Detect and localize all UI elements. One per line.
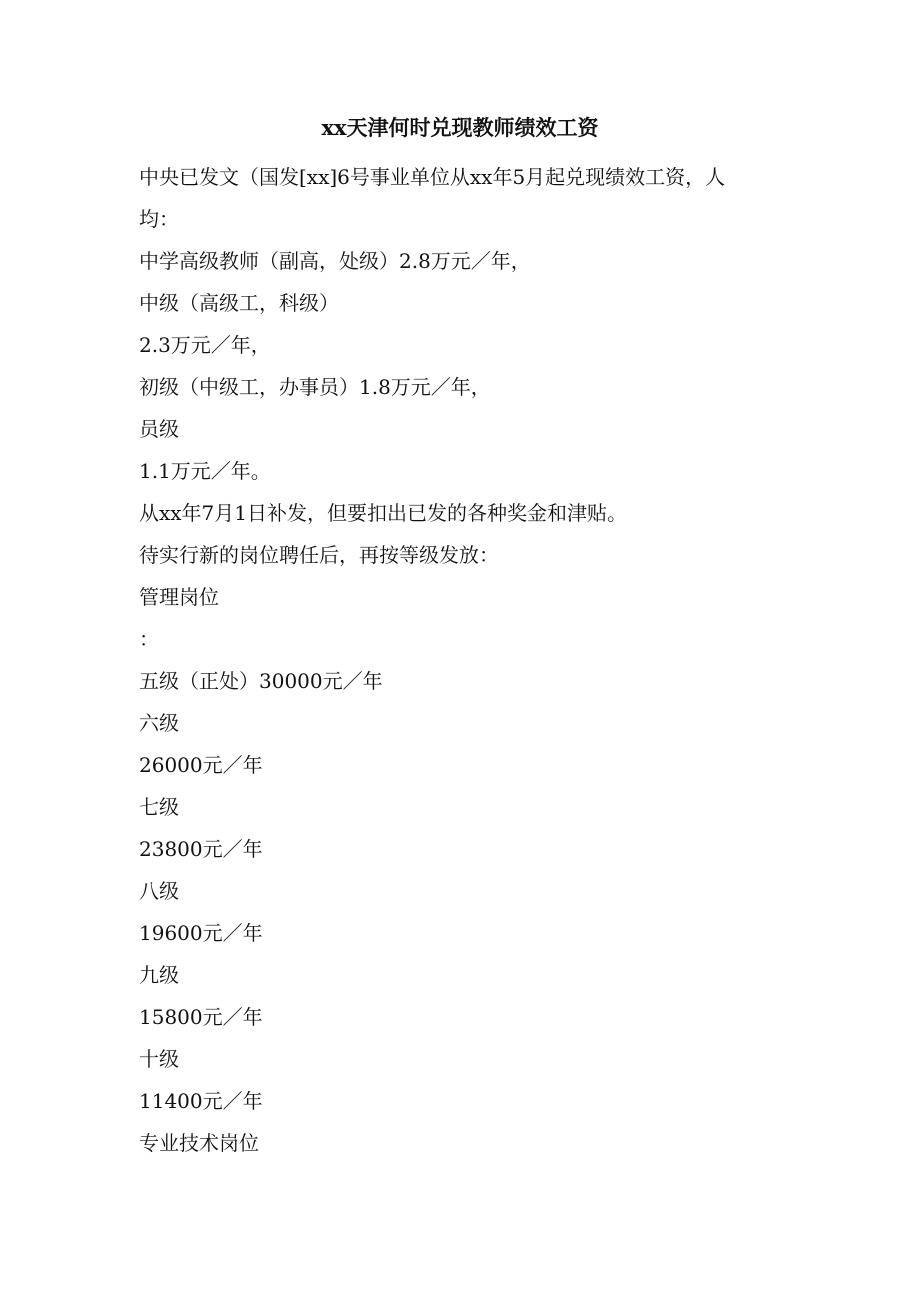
text-line: 初级（中级工，办事员）1.8万元／年， — [139, 375, 491, 399]
document-title: xx天津何时兑现教师绩效工资 — [321, 115, 599, 140]
text-line: 七级 — [139, 795, 179, 819]
text-line: 待实行新的岗位聘任后，再按等级发放： — [139, 543, 499, 567]
text-line: 五级（正处）30000元／年 — [139, 669, 383, 693]
text-line: 15800元／年 — [139, 1005, 263, 1029]
text-line: 管理岗位 — [139, 585, 219, 609]
text-line: 八级 — [139, 879, 179, 903]
text-line: 26000元／年 — [139, 753, 263, 777]
text-line: 九级 — [139, 963, 179, 987]
text-line: 23800元／年 — [139, 837, 263, 861]
text-line: 十级 — [139, 1047, 179, 1071]
document-body — [139, 156, 779, 1164]
text-line: 中央已发文（国发[xx]6号事业单位从xx年5月起兑现绩效工资，人 — [139, 165, 726, 189]
text-line: 专业技术岗位 — [139, 1131, 259, 1155]
text-line: 六级 — [139, 711, 179, 735]
text-line: ： — [139, 627, 159, 651]
text-line: 1.1万元／年。 — [139, 459, 271, 483]
text-line: 11400元／年 — [139, 1089, 263, 1113]
text-line: 从xx年7月1日补发，但要扣出已发的各种奖金和津贴。 — [139, 501, 628, 525]
text-line: 2.3万元／年， — [139, 333, 271, 357]
text-line: 员级 — [139, 417, 179, 441]
text-line: 均： — [139, 207, 179, 231]
text-line: 中学高级教师（副高，处级）2.8万元／年， — [139, 249, 531, 273]
text-line: 19600元／年 — [139, 921, 263, 945]
text-line: 中级（高级工，科级） — [139, 291, 339, 315]
